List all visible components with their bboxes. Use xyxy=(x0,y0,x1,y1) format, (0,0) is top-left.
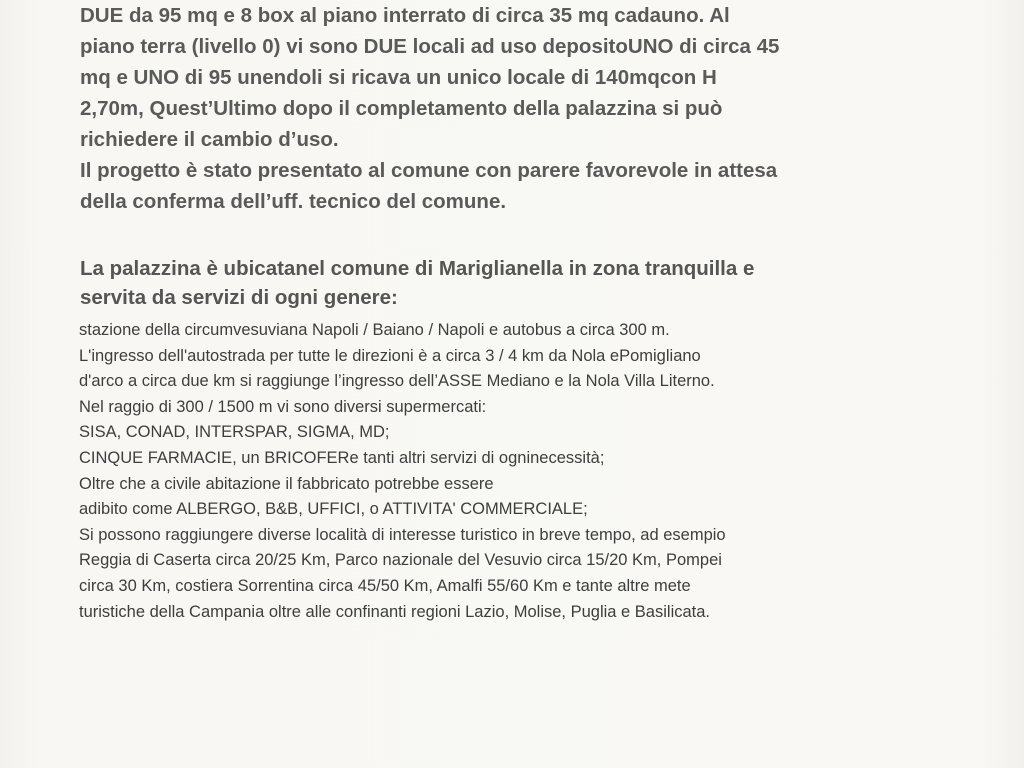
detail-line: Nel raggio di 300 / 1500 m vi sono diversi supermercati: xyxy=(79,397,487,416)
detail-line: Oltre che a civile abitazione il fabbricato potrebbe essere xyxy=(79,474,494,493)
detail-line: L'ingresso dell'autostrada per tutte le direzioni è a circa 3 / 4 km da Nola ePomigliano xyxy=(79,346,701,365)
intro-line: richiedere il cambio d’uso. xyxy=(80,128,339,151)
property-description xyxy=(80,0,980,217)
intro-line: Il progetto è stato presentato al comune con parere favorevole in attesa xyxy=(80,159,778,182)
intro-line: DUE da 95 mq e 8 box al piano interrato di circa 35 mq cadauno. Al xyxy=(80,4,730,27)
location-heading xyxy=(80,254,980,312)
intro-line: della conferma dell’uff. tecnico del comune. xyxy=(80,190,507,213)
detail-line: Reggia di Caserta circa 20/25 Km, Parco nazionale del Vesuvio circa 15/20 Km, Pompei xyxy=(79,551,722,570)
detail-line: Si possono raggiungere diverse località di interesse turistico in breve tempo, ad esempio xyxy=(79,525,726,544)
intro-line: mq e UNO di 95 unendoli si ricava un unico locale di 140mqcon H xyxy=(80,66,717,89)
detail-line: turistiche della Campania oltre alle confinanti regioni Lazio, Molise, Puglia e Basilicata. xyxy=(79,602,711,621)
detail-line: circa 30 Km, costiera Sorrentina circa 45/50 Km, Amalfi 55/60 Km e tante altre mete xyxy=(79,576,691,595)
intro-line: 2,70m, Quest’Ultimo dopo il completamento della palazzina si può xyxy=(80,97,723,120)
detail-line: adibito come ALBERGO, B&B, UFFICI, o ATTIVITA' COMMERCIALE; xyxy=(79,500,588,519)
detail-line: d'arco a circa due km si raggiunge l’ingresso dell’ASSE Mediano e la Nola Villa Literno. xyxy=(79,372,715,391)
heading-line: servita da servizi di ogni genere: xyxy=(80,286,398,309)
detail-line: stazione della circumvesuviana Napoli / Baiano / Napoli e autobus a circa 300 m. xyxy=(79,321,670,339)
intro-line: piano terra (livello 0) vi sono DUE locali ad uso depositoUNO di circa 45 xyxy=(80,35,780,58)
detail-line: SISA, CONAD, INTERSPAR, SIGMA, MD; xyxy=(79,423,390,442)
heading-line: La palazzina è ubicatanel comune di Mariglianella in zona tranquilla e xyxy=(80,257,755,280)
detail-line: CINQUE FARMACIE, un BRICOFERe tanti altri servizi di ogninecessità; xyxy=(79,448,605,467)
location-details xyxy=(79,318,979,625)
